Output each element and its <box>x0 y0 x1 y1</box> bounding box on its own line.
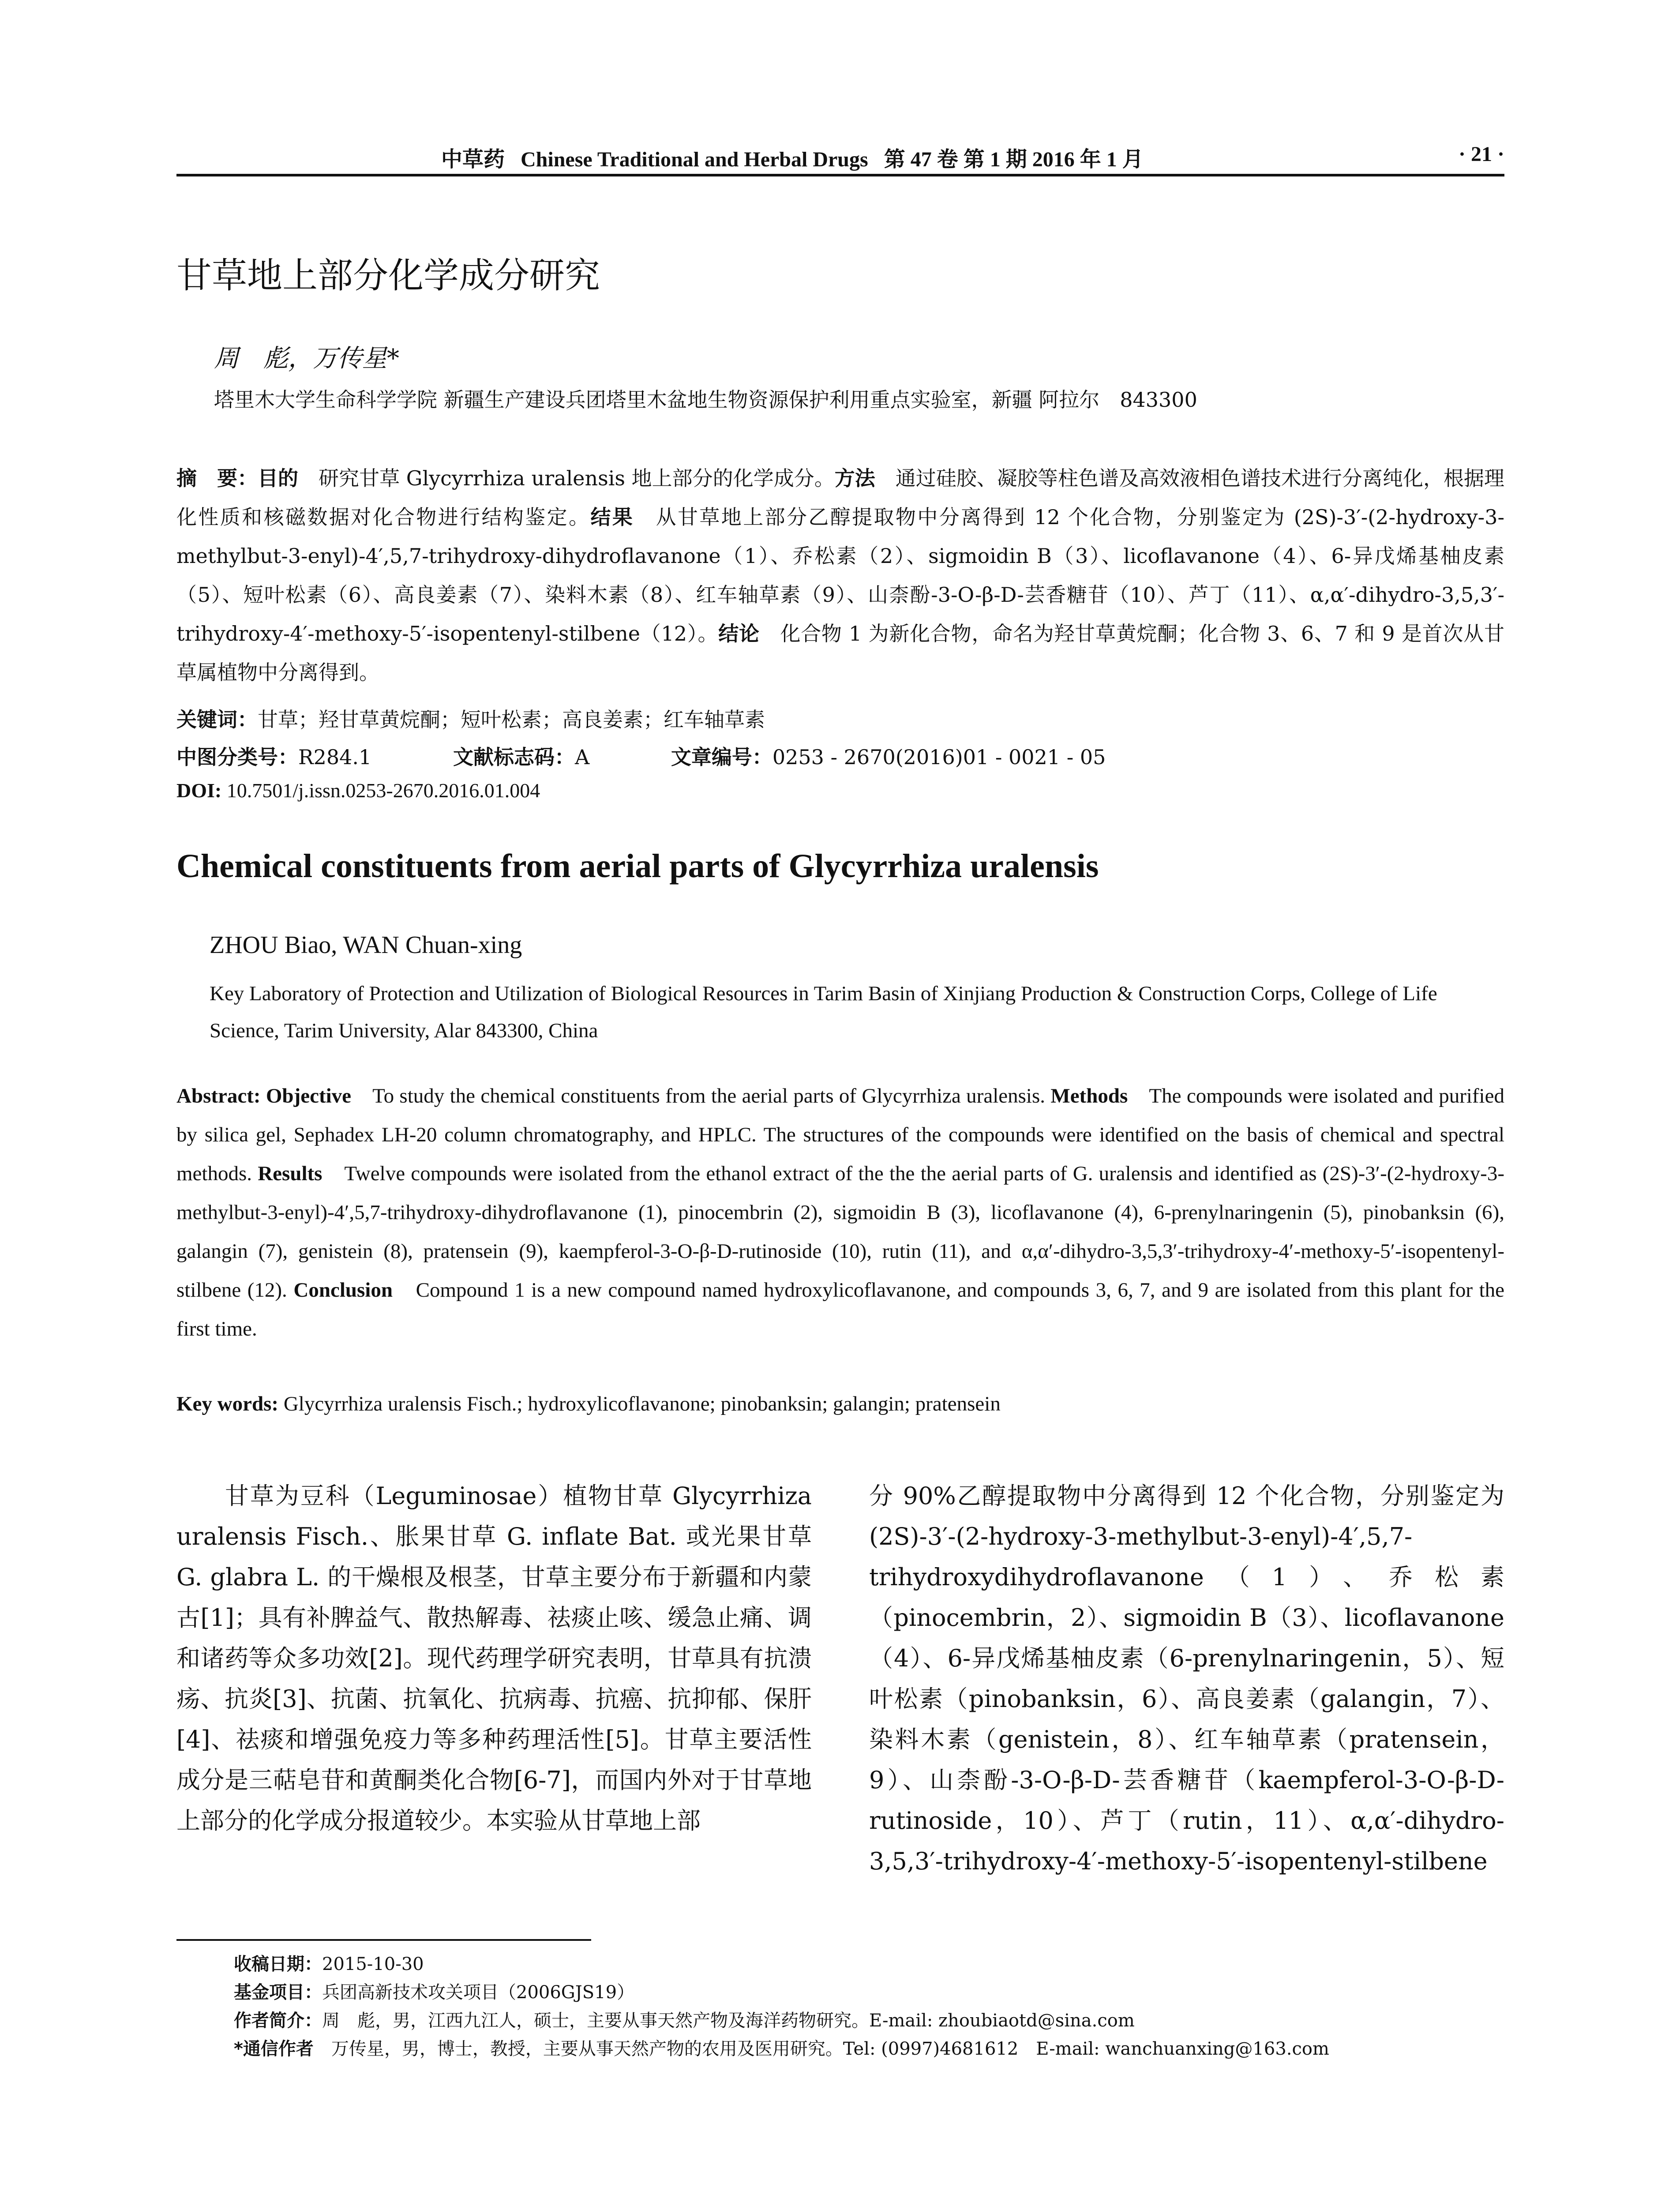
keywords-en <box>176 1392 1504 1416</box>
title-cn: 甘草地上部分化学成分研究 <box>176 255 600 296</box>
affiliation-cn: 塔里木大学生命科学学院 新疆生产建设兵团塔里木盆地生物资源保护利用重点实验室，新疆 阿拉尔 843300 <box>214 388 1197 412</box>
footnote-rule <box>176 1939 591 1941</box>
doi-value: 10.7501/j.issn.0253-2670.2016.01.004 <box>221 779 540 802</box>
objective-cn-label: 目的 <box>258 466 299 490</box>
clc-label: 中图分类号： <box>176 745 298 769</box>
doc-code-label: 文献标志码： <box>453 745 575 769</box>
objective-en-label: Objective <box>266 1084 352 1107</box>
fund-label: 基金项目： <box>234 1982 322 2003</box>
results-cn-label: 结果 <box>590 505 634 529</box>
footnote-fund <box>234 1978 634 2003</box>
clc-value: R284.1 <box>298 745 372 769</box>
keywords-cn-text: 甘草；羟甘草黄烷酮；短叶松素；高良姜素；红车轴草素 <box>258 708 765 732</box>
keywords-en-text: Glycyrrhiza uralensis Fisch.; hydroxylicoflavanone; pinobanksin; galangin; pratensein <box>283 1392 1001 1415</box>
abstract-en-label: Abstract: <box>176 1084 266 1107</box>
author-intro-text: 周 彪，男，江西九江人，硕士，主要从事天然产物及海洋药物研究。E-mail: zhoubiaotd@sina.com <box>322 2011 1135 2031</box>
keywords-cn <box>176 704 1504 733</box>
abstract-en <box>176 1077 1504 1348</box>
conclusion-en: Compound 1 is a new compound named hydroxylicoflavanone, and compounds 3, 6, 7, and 9 are isolated from this plant for the first time. <box>176 1279 1504 1340</box>
footnote-author <box>234 2007 1135 2032</box>
methods-en: The compounds were isolated and purified by silica gel, Sephadex LH-20 column chromatography, and HPLC. The structures of the compounds were identified on the basis of chemical and spectral methods. <box>176 1084 1504 1185</box>
footnote-corresponding <box>234 2035 1329 2060</box>
corresponding-text: 万传星，男，博士，教授，主要从事天然产物的农用及医用研究。Tel: (0997)4681612 E-mail: wanchuanxing@163.com <box>331 2039 1329 2059</box>
conclusion-cn-label: 结论 <box>718 622 760 645</box>
conclusion-en-label: Conclusion <box>293 1279 393 1302</box>
title-en: Chemical constituents from aerial parts of Glycyrrhiza uralensis <box>176 848 1099 885</box>
results-cn: 从甘草地上部分乙醇提取物中分离得到 12 个化合物，分别鉴定为 (2S)-3′-(2-hydroxy-3-methylbut-3-enyl)-4′,5,7-trihydroxy-dihydroflavanone（1）、乔松素（2）、sigmoidin B（3）、licoflavanone（4）、6-异戊烯基柚皮素（5）、短叶松素（6）、高良姜素（7）、染料木素（8）、红车轴草素（9）、山柰酚-3-O-β-D-芸香糖苷（10）、芦丁（11）、α,α′-dihydro-3,5,3′-trihydroxy-4′-methoxy-5′-isopentenyl-stilbene（12）。 <box>176 505 1505 645</box>
header-journal <box>441 142 1144 173</box>
doc-code-item <box>453 741 589 770</box>
abstract-cn <box>176 459 1504 692</box>
authors-cn: 周 彪，万传星* <box>214 344 399 373</box>
body-column-right: 分 90%乙醇提取物中分离得到 12 个化合物，分别鉴定为 (2S)-3′-(2-hydroxy-3-methylbut-3-enyl)-4′,5,7-trihydroxydihydroflavanone（1）、乔松素（pinocembrin，2）、sigmoidin B（3）、licoflavanone（4）、6-异戊烯基柚皮素（6-prenylnaringenin，5）、短叶松素（pinobanksin，6）、高良姜素（galangin，7）、染料木素（genistein，8）、红车轴草素（pratensein，9）、山柰酚-3-O-β-D-芸香糖苷（kaempferol-3-O-β-D-rutinoside，10）、芦丁（rutin，11）、α,α′-dihydro-3,5,3′-trihydroxy-4′-methoxy-5′-isopentenyl-stilbene <box>869 1482 1504 1875</box>
received-date: 2015-10-30 <box>322 1954 424 1974</box>
affiliation-en: Key Laboratory of Protection and Utilization of Biological Resources in Tarim Basin of Xinjiang Production & Construction Corps, College of Life Science, Tarim University, Alar 843300, China <box>210 982 1437 1042</box>
page-number: · 21 · <box>1458 143 1504 166</box>
results-en: Twelve compounds were isolated from the ethanol extract of the the the aerial parts of G. uralensis and identified as (2S)-3′-(2-hydroxy-3-methylbut-3-enyl)-4′,5,7-trihydroxy-dihydroflavanone (1), pinocembrin (2), sigmoidin B (3), licoflavanone (4), 6-prenylnaringenin (5), pinobanksin (6), galangin (7), genistein (8), pratensein (9), kaempferol-3-O-β-D-rutinoside (10), rutin (11), and α,α′-dihydro-3,5,3′-trihydroxy-4′-methoxy-5′-isopentenyl-stilbene (12). <box>176 1162 1504 1302</box>
article-no-label: 文章编号： <box>671 745 772 769</box>
journal-name-cn: 中草药 <box>441 148 505 171</box>
doi-line <box>176 779 1504 802</box>
doi-label: DOI: <box>176 779 222 802</box>
authors-en: ZHOU Biao, WAN Chuan-xing <box>210 931 522 959</box>
article-no-item <box>671 741 1106 770</box>
issue-info: 第 47 卷 第 1 期 2016 年 1 月 <box>884 148 1144 171</box>
abstract-cn-label: 摘 要： <box>176 466 258 490</box>
footnote-received <box>234 1950 424 1975</box>
author-intro-label: 作者简介： <box>234 2011 322 2031</box>
objective-cn: 研究甘草 Glycyrrhiza uralensis 地上部分的化学成分。 <box>298 466 835 490</box>
classification-line <box>176 741 1504 770</box>
methods-cn-label: 方法 <box>834 466 875 490</box>
clc-item <box>176 741 371 770</box>
methods-en-label: Methods <box>1050 1084 1128 1107</box>
doc-code-value: A <box>574 745 590 769</box>
article-no-value: 0253 - 2670(2016)01 - 0021 - 05 <box>772 745 1106 769</box>
running-header <box>176 142 1504 173</box>
corresponding-label: *通信作者 <box>234 2039 331 2059</box>
keywords-en-label: Key words: <box>176 1392 284 1415</box>
objective-en: To study the chemical constituents from the aerial parts of Glycyrrhiza uralensis. <box>351 1084 1051 1107</box>
keywords-cn-label: 关键词： <box>176 708 258 732</box>
header-rule <box>176 174 1504 176</box>
fund-text: 兵团高新技术攻关项目（2006GJS19） <box>322 1982 635 2003</box>
received-label: 收稿日期： <box>234 1954 322 1974</box>
methods-cn: 通过硅胶、凝胶等柱色谱及高效液相色谱技术进行分离纯化，根据理化性质和核磁数据对化合物进行结构鉴定。 <box>176 466 1504 529</box>
journal-name-en: Chinese Traditional and Herbal Drugs <box>521 148 868 171</box>
conclusion-cn: 化合物 1 为新化合物，命名为羟甘草黄烷酮；化合物 3、6、7 和 9 是首次从甘草属植物中分离得到。 <box>176 622 1505 684</box>
body-column-left: 甘草为豆科（Leguminosae）植物甘草 Glycyrrhiza uralensis Fisch.、胀果甘草 G. inflate Bat. 或光果甘草 G. glabra L. 的干燥根及根茎，甘草主要分布于新疆和内蒙古[1]；具有补脾益气、散热解毒、祛痰止咳、缓急止痛、调和诸药等众多功效[2]。现代药理学研究表明，甘草具有抗溃疡、抗炎[3]、抗菌、抗氧化、抗病毒、抗癌、抗抑郁、保肝[4]、祛痰和增强免疫力等多种药理活性[5]。甘草主要活性成分是三萜皂苷和黄酮类化合物[6-7]，而国内外对于甘草地上部分的化学成分报道较少。本实验从甘草地上部 <box>176 1482 812 1835</box>
results-en-label: Results <box>258 1162 322 1185</box>
